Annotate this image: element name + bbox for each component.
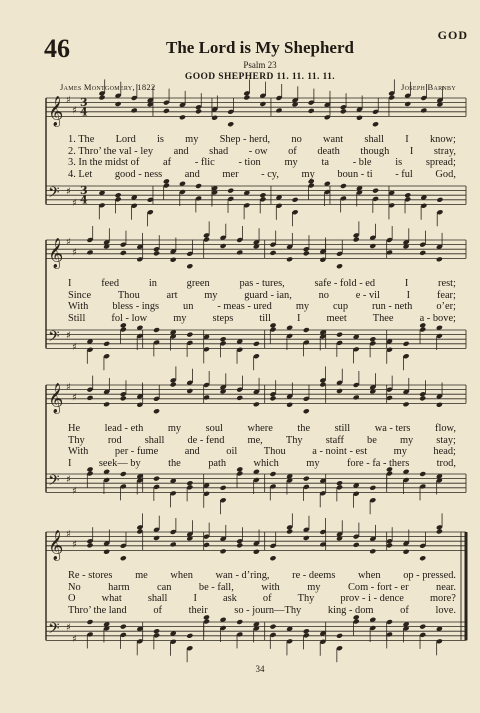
- lyric-syllable: With: [68, 301, 89, 312]
- lyric-syllable: - ful: [395, 168, 413, 180]
- lyric-syllable: the: [168, 457, 181, 469]
- note-head: [403, 341, 410, 347]
- note-head: [436, 402, 443, 408]
- note-head: [303, 327, 310, 333]
- lyric-syllable: Shep - herd,: [219, 134, 271, 145]
- lyric-syllable: of: [400, 604, 409, 616]
- note-head: [120, 395, 127, 401]
- key-signature-sharp: ♯: [72, 634, 77, 646]
- lyric-syllable: my: [393, 446, 407, 457]
- key-signature-sharp: ♯: [72, 247, 77, 259]
- key-signature-sharp: ♯: [72, 342, 77, 354]
- lyric-syllable: Thee: [372, 312, 394, 324]
- key-signature-sharp: ♯: [66, 330, 71, 342]
- note-head: [340, 108, 347, 114]
- key-signature-sharp: ♯: [66, 186, 71, 198]
- lyric-syllable: Lord: [115, 134, 136, 145]
- lyric-syllable: boun - ti: [337, 168, 373, 180]
- lyric-syllable: know;: [429, 134, 456, 145]
- note-head: [353, 237, 360, 243]
- note-head: [253, 401, 260, 407]
- lyric-syllable: steps: [212, 312, 234, 324]
- lyric-syllable: rest;: [438, 278, 456, 289]
- scripture-reference: Psalm 23: [243, 60, 277, 70]
- lyric-syllable: O: [68, 593, 76, 604]
- lyric-syllable: soul: [205, 423, 223, 434]
- lyric-syllable: I: [405, 134, 409, 145]
- lyric-syllable: spread;: [425, 157, 456, 168]
- time-signature-bottom: 4: [80, 105, 88, 119]
- note-head: [436, 197, 443, 203]
- lyric-syllable: - flic: [194, 157, 215, 168]
- note-head: [336, 263, 343, 269]
- note-head: [163, 108, 170, 114]
- lyric-syllable: fore - fa - thers: [346, 457, 410, 469]
- lyric-syllable: stay;: [436, 434, 456, 446]
- lyric-line: [68, 446, 456, 458]
- note-head: [269, 624, 276, 630]
- note-head: [120, 555, 127, 561]
- note-head: [275, 107, 282, 113]
- lyric-line: [68, 313, 456, 325]
- lyric-syllable: a - noint - est: [312, 446, 368, 457]
- note-head: [186, 388, 193, 394]
- lyric-syllable: - meas - ured: [217, 301, 272, 312]
- time-signature-bottom: 4: [80, 193, 88, 207]
- bass-clef: 𝄢: [48, 620, 60, 642]
- lyric-line: [68, 146, 456, 158]
- note-head: [195, 108, 202, 114]
- lyric-syllable: 2. Thro’ the val - ley: [68, 145, 154, 157]
- lyric-syllable: can: [157, 581, 172, 593]
- note-head: [259, 101, 266, 107]
- lyric-syllable: Thro’ the land: [68, 604, 127, 616]
- lyric-syllable: fol - low: [111, 312, 148, 324]
- note-head: [170, 382, 177, 388]
- lyric-syllable: which: [253, 457, 279, 469]
- hymn-title: The Lord is My Shepherd: [166, 38, 354, 57]
- note-head: [120, 250, 127, 256]
- key-signature-sharp: ♯: [66, 529, 71, 540]
- note-head: [292, 197, 299, 203]
- lyric-syllable: God,: [435, 168, 456, 180]
- lyric-syllable: a - bove;: [419, 312, 456, 324]
- lyric-line: [68, 301, 456, 313]
- lyric-syllable: though: [360, 145, 390, 157]
- lyric-syllable: 3. In the midst of: [68, 157, 140, 168]
- lyric-syllable: no: [291, 134, 302, 145]
- key-signature-sharp: ♯: [72, 105, 77, 117]
- lyric-syllable: I: [404, 278, 409, 289]
- lyric-syllable: is: [395, 157, 403, 168]
- note-head: [103, 549, 110, 555]
- note-head: [369, 485, 376, 491]
- note-head: [353, 394, 360, 400]
- note-head: [404, 101, 411, 107]
- key-signature-sharp: ♯: [66, 237, 71, 248]
- bass-clef: 𝄢: [48, 184, 60, 206]
- note-head: [419, 471, 426, 477]
- lyric-syllable: want: [322, 134, 344, 145]
- note-head: [86, 395, 93, 401]
- note-head: [179, 114, 186, 120]
- lyric-syllable: my: [306, 457, 320, 469]
- key-signature-sharp: ♯: [66, 622, 71, 634]
- lyric-syllable: staff: [325, 434, 344, 446]
- lyric-syllable: when: [358, 570, 381, 581]
- lyric-syllable: and: [184, 168, 200, 180]
- lyric-syllable: so - journ—Thy: [234, 604, 302, 616]
- note-head: [227, 121, 234, 127]
- note-head: [419, 624, 426, 630]
- note-head: [103, 401, 110, 407]
- note-head: [369, 243, 376, 249]
- note-head: [286, 529, 293, 535]
- bass-clef: 𝄢: [48, 472, 60, 494]
- lyric-syllable: op - pressed.: [403, 570, 456, 581]
- note-head: [186, 332, 193, 338]
- key-signature-sharp: ♯: [72, 486, 77, 498]
- note-head: [227, 188, 234, 194]
- note-head: [86, 249, 93, 255]
- note-head: [236, 249, 243, 255]
- lyric-syllable: Since: [68, 289, 92, 301]
- note-head: [436, 256, 443, 262]
- lyric-syllable: Thou: [263, 446, 286, 457]
- note-head: [419, 250, 426, 256]
- lyric-syllable: head;: [433, 446, 456, 457]
- lyric-syllable: rod: [107, 434, 122, 446]
- note-head: [269, 395, 276, 401]
- note-head: [131, 107, 138, 113]
- lyric-syllable: wa - ters: [374, 423, 411, 434]
- lyric-syllable: - cy,: [261, 168, 279, 180]
- lyric-syllable: flow,: [434, 423, 456, 434]
- note-head: [253, 341, 260, 347]
- lyric-syllable: in: [148, 278, 157, 289]
- lyric-syllable: harm: [108, 581, 130, 593]
- lyric-line: [68, 593, 456, 605]
- note-head: [269, 471, 276, 477]
- lyric-syllable: of: [153, 604, 162, 616]
- lyric-syllable: my: [307, 581, 321, 593]
- lyricist-credit: James Montgomery, 1822: [60, 82, 156, 92]
- lyric-syllable: - tion: [238, 157, 261, 168]
- lyric-syllable: the: [297, 423, 311, 434]
- lyric-line: [68, 423, 456, 435]
- lyric-syllable: me,: [247, 434, 263, 446]
- lyric-syllable: I: [409, 145, 414, 157]
- note-head: [153, 327, 160, 333]
- key-signature-sharp: ♯: [72, 539, 77, 551]
- note-head: [236, 542, 243, 548]
- lyric-syllable: good - ness: [114, 168, 163, 180]
- lyric-syllable: un: [183, 301, 194, 312]
- lyric-line: [68, 435, 456, 447]
- lyric-syllable: o’er;: [436, 301, 456, 312]
- lyric-syllable: - ble: [352, 157, 372, 168]
- lyric-syllable: more?: [429, 593, 456, 604]
- page-number: 34: [255, 664, 265, 674]
- lyric-syllable: meet: [326, 312, 347, 324]
- key-signature-sharp: ♯: [72, 392, 77, 404]
- lyric-syllable: af: [163, 157, 172, 168]
- key-signature-sharp: ♯: [66, 474, 71, 486]
- lyric-line: [68, 169, 456, 181]
- lyric-syllable: With: [68, 446, 89, 457]
- lyric-syllable: me: [135, 570, 148, 581]
- lyric-syllable: cup: [333, 301, 349, 312]
- note-head: [153, 476, 160, 482]
- note-head: [186, 263, 193, 269]
- lyric-syllable: e - vil: [355, 289, 380, 301]
- lyric-syllable: path: [208, 457, 227, 469]
- time-signature-top: 3: [80, 96, 88, 110]
- note-head: [436, 529, 443, 535]
- lyric-syllable: my: [167, 423, 182, 434]
- bass-clef: 𝄢: [48, 328, 60, 350]
- lyric-syllable: trod,: [436, 457, 456, 469]
- lyric-syllable: be - fall,: [198, 581, 234, 593]
- lyric-syllable: de - fend: [187, 434, 225, 446]
- lyric-syllable: seek— by: [98, 457, 141, 469]
- lyric-syllable: art: [166, 289, 178, 301]
- lyric-syllable: ta: [321, 157, 329, 168]
- lyric-syllable: bless - ings: [112, 301, 160, 312]
- lyric-syllable: 4. Let: [68, 168, 93, 180]
- lyric-syllable: my: [204, 289, 218, 301]
- note-head: [170, 541, 177, 547]
- lyric-syllable: when: [170, 570, 193, 581]
- lyric-syllable: Thy: [68, 434, 85, 446]
- lyric-syllable: Com - fort - er: [347, 581, 409, 593]
- lyric-syllable: stray,: [433, 145, 456, 157]
- lyric-line: [68, 582, 456, 594]
- note-head: [419, 555, 426, 561]
- note-head: [286, 256, 293, 262]
- note-head: [236, 395, 243, 401]
- hymn-number: 46: [44, 34, 70, 63]
- note-head: [86, 542, 93, 548]
- note-head: [303, 476, 310, 482]
- lyric-syllable: 1. The: [68, 134, 95, 145]
- lyric-syllable: shall: [147, 593, 168, 604]
- lyric-syllable: love.: [435, 604, 456, 616]
- note-head: [356, 115, 363, 121]
- lyric-line: [68, 605, 456, 617]
- note-head: [403, 549, 410, 555]
- note-head: [120, 471, 127, 477]
- lyric-syllable: guard - ian,: [244, 289, 292, 301]
- lyric-syllable: prov - i - dence: [340, 593, 404, 604]
- lyric-syllable: feed: [101, 278, 120, 289]
- lyric-syllable: I: [297, 312, 301, 324]
- note-head: [286, 402, 293, 408]
- lyric-syllable: I: [406, 289, 411, 301]
- lyric-syllable: green: [186, 278, 210, 289]
- lyric-syllable: Still: [68, 312, 86, 324]
- lyric-syllable: safe - fold - ed: [314, 278, 376, 289]
- note-head: [336, 332, 343, 338]
- lyric-syllable: king - dom: [327, 604, 374, 616]
- note-head: [303, 535, 310, 541]
- lyric-syllable: I: [68, 278, 72, 289]
- note-head: [403, 401, 410, 407]
- lyric-syllable: run - neth: [371, 301, 413, 312]
- lyric-syllable: near.: [436, 581, 456, 593]
- note-head: [372, 188, 379, 194]
- note-head: [170, 257, 177, 263]
- lyric-syllable: shall: [364, 134, 385, 145]
- note-head: [253, 549, 260, 555]
- lyric-syllable: No: [68, 581, 81, 593]
- note-head: [220, 243, 227, 249]
- lyric-syllable: what: [101, 593, 122, 604]
- note-head: [372, 121, 379, 127]
- key-signature-sharp: ♯: [66, 95, 71, 106]
- lyric-syllable: my: [301, 168, 315, 180]
- note-head: [420, 107, 427, 113]
- lyric-syllable: with: [261, 581, 280, 593]
- lyric-syllable: my: [399, 434, 414, 446]
- note-head: [103, 341, 110, 347]
- note-head: [243, 95, 250, 101]
- lyric-syllable: of: [262, 593, 272, 604]
- lyric-syllable: Thy: [285, 434, 303, 446]
- note-head: [115, 101, 122, 107]
- lyric-syllable: ask: [223, 593, 237, 604]
- lyric-syllable: no: [318, 289, 329, 301]
- lyric-syllable: re - deems: [292, 570, 336, 581]
- lyric-syllable: where: [247, 423, 273, 434]
- time-signature-top: 3: [80, 184, 88, 198]
- lyric-line: [68, 134, 456, 146]
- lyric-syllable: fear;: [436, 289, 456, 301]
- note-head: [120, 624, 127, 630]
- note-head: [308, 108, 315, 114]
- lyric-syllable: - ow: [248, 145, 268, 157]
- lyric-syllable: I: [193, 593, 197, 604]
- lyric-syllable: shall: [144, 434, 165, 446]
- lyric-syllable: Thy: [297, 593, 315, 604]
- lyric-syllable: pas - tures,: [239, 278, 285, 289]
- note-head: [303, 250, 310, 256]
- note-head: [153, 408, 160, 414]
- note-head: [153, 535, 160, 541]
- key-signature-sharp: ♯: [66, 382, 71, 393]
- lyric-syllable: their: [188, 604, 208, 616]
- lyric-line: [68, 570, 456, 582]
- composer-credit: Joseph Barnby: [400, 82, 456, 92]
- lyric-syllable: lead - eth: [104, 423, 144, 434]
- treble-clef: 𝄞: [48, 96, 64, 127]
- note-head: [236, 619, 243, 625]
- note-head: [336, 633, 343, 639]
- lyric-syllable: my: [173, 312, 187, 324]
- lyric-syllable: of: [288, 145, 297, 157]
- lyric-syllable: shad: [209, 145, 229, 157]
- lyric-syllable: my: [284, 157, 298, 168]
- lyric-syllable: and: [184, 446, 200, 457]
- note-head: [353, 542, 360, 548]
- treble-clef: 𝄞: [48, 383, 64, 414]
- note-head: [153, 250, 160, 256]
- lyric-syllable: I: [68, 457, 72, 469]
- section-label: GOD: [437, 28, 468, 42]
- note-head: [369, 548, 376, 554]
- lyric-syllable: per - fume: [114, 446, 159, 457]
- lyric-syllable: and: [173, 145, 189, 157]
- note-head: [86, 619, 93, 625]
- lyric-syllable: He: [68, 423, 81, 434]
- lyric-syllable: my: [185, 134, 199, 145]
- lyric-syllable: be: [367, 434, 377, 446]
- note-head: [269, 555, 276, 561]
- note-head: [195, 183, 202, 189]
- lyric-syllable: death: [317, 145, 340, 157]
- lyric-syllable: till: [259, 312, 271, 324]
- lyric-syllable: my: [295, 301, 310, 312]
- lyric-syllable: wan - d’ring,: [215, 570, 270, 581]
- note-head: [419, 395, 426, 401]
- note-head: [98, 95, 105, 101]
- lyric-syllable: Thou: [117, 289, 140, 301]
- tune-name: GOOD SHEPHERD 11. 11. 11. 11.: [184, 72, 336, 82]
- treble-clef: 𝄞: [48, 238, 64, 269]
- note-head: [303, 408, 310, 414]
- lyric-syllable: Re - stores: [68, 570, 113, 581]
- note-head: [269, 250, 276, 256]
- note-head: [186, 633, 193, 639]
- lyric-line: [68, 290, 456, 302]
- lyric-line: [68, 458, 456, 470]
- treble-clef: 𝄞: [48, 530, 64, 561]
- note-head: [340, 183, 347, 189]
- lyric-syllable: mer: [222, 168, 239, 180]
- lyric-syllable: oil: [226, 446, 238, 457]
- lyric-line: [68, 278, 456, 290]
- note-head: [220, 485, 227, 491]
- lyric-syllable: still: [334, 423, 351, 434]
- key-signature-sharp: ♯: [72, 198, 77, 210]
- lyric-syllable: is: [157, 134, 164, 145]
- lyric-line: [68, 157, 456, 169]
- note-head: [336, 388, 343, 394]
- note-head: [220, 548, 227, 554]
